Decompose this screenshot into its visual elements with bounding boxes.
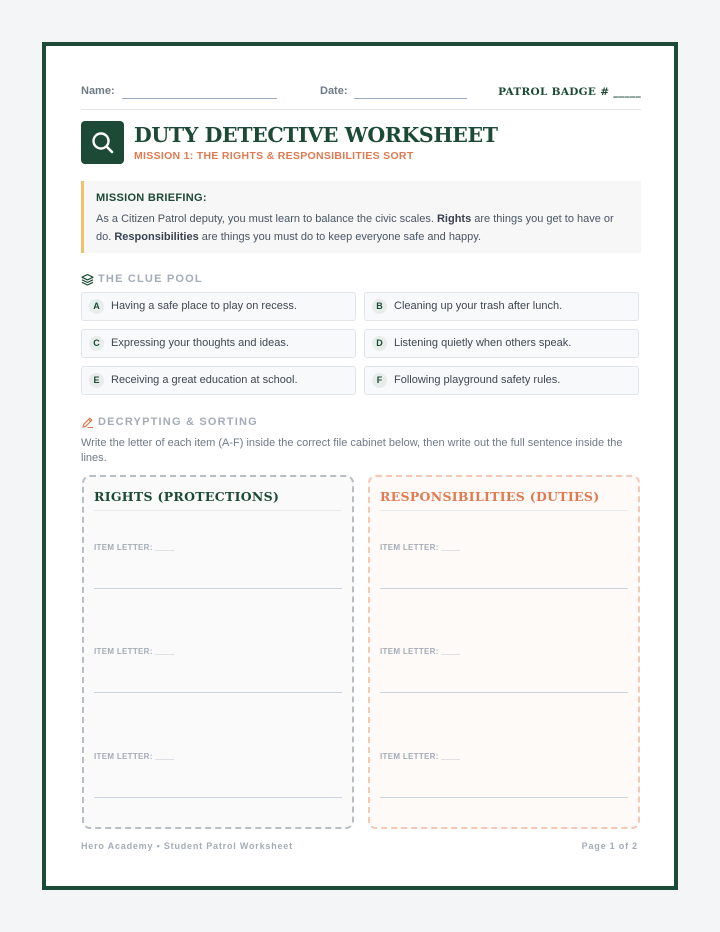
- pencil-icon: [81, 416, 94, 429]
- answer-line[interactable]: [380, 692, 628, 693]
- item-letter-label: ITEM LETTER: ____: [380, 647, 461, 656]
- answer-line[interactable]: [94, 797, 342, 798]
- clue-text: Following playground safety rules.: [394, 374, 561, 386]
- page-subtitle: MISSION 1: THE RIGHTS & RESPONSIBILITIES SORT: [134, 150, 414, 162]
- patrol-badge: PATROL BADGE # _____: [498, 86, 641, 98]
- clue-letter: F: [372, 373, 387, 388]
- search-icon: [81, 121, 124, 164]
- layers-icon: [81, 273, 94, 286]
- responsibilities-title: RESPONSIBILITIES (DUTIES): [380, 489, 600, 504]
- briefing-title: MISSION BRIEFING:: [96, 192, 207, 204]
- responsibilities-cabinet: [368, 475, 640, 829]
- item-letter-label: ITEM LETTER: ____: [380, 752, 461, 761]
- date-label: Date:: [320, 85, 348, 97]
- mission-briefing: [81, 181, 641, 253]
- clue-letter: A: [89, 299, 104, 314]
- page-number: Page 1 of 2: [581, 841, 638, 851]
- clue-text: Receiving a great education at school.: [111, 374, 298, 386]
- clue-card-c: [81, 329, 356, 358]
- date-line: [354, 98, 467, 99]
- clue-letter: E: [89, 373, 104, 388]
- clue-text: Listening quietly when others speak.: [394, 337, 572, 349]
- clue-text: Expressing your thoughts and ideas.: [111, 337, 289, 349]
- sorting-instructions: Write the letter of each item (A-F) inside the correct file cabinet below, then write out the full sentence inside the lines.: [81, 437, 623, 464]
- briefing-text: As a Citizen Patrol deputy, you must learn to balance the civic scales. Rights are things you get to have or do. Responsibilities are things you must do to keep everyone safe and happy.: [96, 213, 614, 243]
- divider: [94, 510, 342, 511]
- clue-text: Having a safe place to play on recess.: [111, 300, 297, 312]
- clue-card-d: [364, 329, 639, 358]
- item-letter-label: ITEM LETTER: ____: [94, 647, 175, 656]
- page-title: DUTY DETECTIVE WORKSHEET: [134, 123, 498, 147]
- answer-line[interactable]: [94, 588, 342, 589]
- item-letter-label: ITEM LETTER: ____: [380, 543, 461, 552]
- item-letter-label: ITEM LETTER: ____: [94, 752, 175, 761]
- name-label: Name:: [81, 85, 115, 97]
- name-line: [122, 98, 277, 99]
- rights-title: RIGHTS (PROTECTIONS): [94, 489, 280, 504]
- clue-text: Cleaning up your trash after lunch.: [394, 300, 563, 312]
- answer-line[interactable]: [380, 797, 628, 798]
- answer-line[interactable]: [94, 692, 342, 693]
- answer-line[interactable]: [380, 588, 628, 589]
- clue-card-b: [364, 292, 639, 321]
- divider: [380, 510, 628, 511]
- item-letter-label: ITEM LETTER: ____: [94, 543, 175, 552]
- worksheet-page: Name: Date: PATROL BADGE # _____ DUTY DETECTIVE WORKSHEET MISSION 1: THE RIGHTS & RESPONSIBILITIES SORT MISSION BRIEFING: As a Citizen Patrol deputy, you must learn to balance the civic scales. Rights are things you get to have or do. Responsibilities are things you must do to keep everyone safe and happy. THE CLUE POOL A Having a safe place to play on recess. B Cleaning up your trash after lunch. C Expressing your thoughts and ideas. D Listening quietly when others speak. E Receiving a great education at school. F Following playground safety rules. DECRYPTING & SORTING Write the letter of each item (A-F) inside the correct file cabinet below, then write out the full sentence inside the lines. RIGHTS (PROTECTIONS) ITEM LETTER: ____ ITEM LETTER: ____ ITEM LETTER: ____ RESPONSIBILITIES (DUTIES) ITEM LETTER: ____ ITEM LETTER: ____ ITEM LETTER: ____ Hero Academy • Student Patrol Worksheet Page 1 of 2: [42, 42, 678, 890]
- footer-left: Hero Academy • Student Patrol Worksheet: [81, 841, 293, 851]
- clue-letter: D: [372, 336, 387, 351]
- clue-card-f: [364, 366, 639, 395]
- clue-card-e: [81, 366, 356, 395]
- clue-letter: B: [372, 299, 387, 314]
- clue-letter: C: [89, 336, 104, 351]
- clue-card-a: [81, 292, 356, 321]
- rights-cabinet: [82, 475, 354, 829]
- header-row: [81, 80, 641, 110]
